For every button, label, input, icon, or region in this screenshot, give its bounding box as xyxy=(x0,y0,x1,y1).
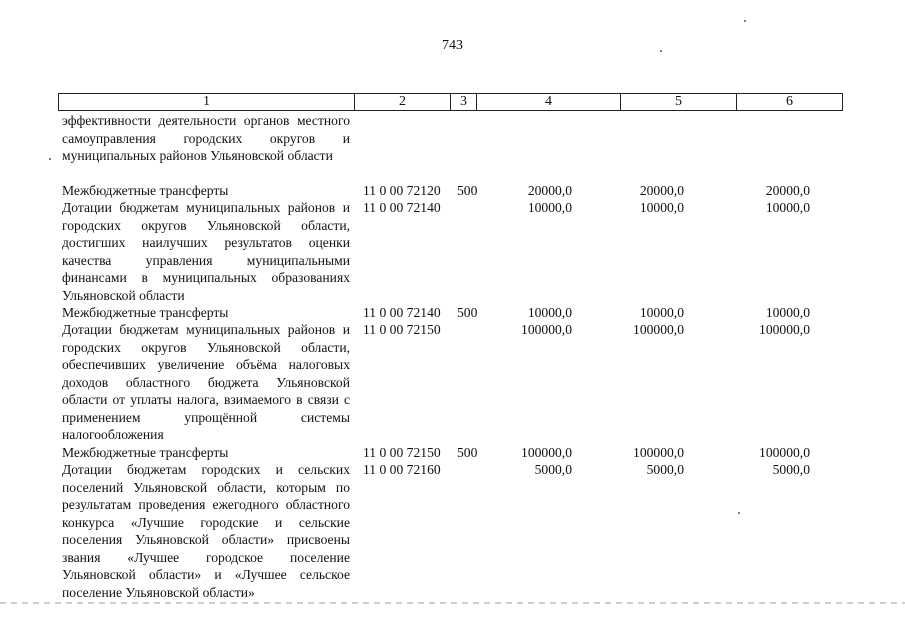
column-header-3: 3 xyxy=(451,94,477,111)
row-name: эффективности деятельности органов местного самоуправления городских округов и муниципальных районов Ульяновской области xyxy=(62,113,350,163)
row-name: Межбюджетные трансферты xyxy=(62,183,229,198)
row-type: 500 xyxy=(457,445,478,460)
row-type: 500 xyxy=(457,183,478,198)
row-value-1: 100000,0 xyxy=(521,445,572,460)
column-header-2: 2 xyxy=(355,94,451,111)
column-header-row xyxy=(59,94,843,111)
row-value-2: 5000,0 xyxy=(646,462,684,477)
row-code: 11 0 00 72150 xyxy=(363,445,441,460)
scan-artifact-line xyxy=(0,602,905,604)
row-value-3: 5000,0 xyxy=(772,462,810,477)
column-header-4: 4 xyxy=(477,94,621,111)
scan-speck xyxy=(660,50,662,52)
row-value-2: 10000,0 xyxy=(639,305,684,320)
row-value-1: 10000,0 xyxy=(527,200,572,215)
row-value-3: 10000,0 xyxy=(765,305,810,320)
row-name: Межбюджетные трансферты xyxy=(62,445,229,460)
column-header-1: 1 xyxy=(59,94,355,111)
row-value-2: 100000,0 xyxy=(633,322,684,337)
column-header-6: 6 xyxy=(737,94,843,111)
row-value-3: 10000,0 xyxy=(765,200,810,215)
page-number: 743 xyxy=(442,38,463,53)
row-value-2: 100000,0 xyxy=(633,445,684,460)
row-value-1: 5000,0 xyxy=(534,462,572,477)
row-type: 500 xyxy=(457,305,478,320)
row-code: 11 0 00 72120 xyxy=(363,183,441,198)
scan-speck xyxy=(738,512,740,514)
row-value-3: 100000,0 xyxy=(759,445,810,460)
row-code: 11 0 00 72140 xyxy=(363,200,441,215)
scan-speck xyxy=(49,158,51,160)
row-name: Дотации бюджетам муниципальных районов и городских округов Ульяновской области, обеспечивших увеличение объёма налоговых доходов областного бюджета Ульяновской области от уплаты налога, взимаемого в связи с применением упрощённой системы налогообложения xyxy=(62,322,350,442)
row-name: Межбюджетные трансферты xyxy=(62,305,229,320)
row-value-1: 10000,0 xyxy=(527,305,572,320)
row-name: Дотации бюджетам городских и сельских поселений Ульяновской области, которым по результатам проведения ежегодного областного конкурса «Лучшие городские и сельские поселения Ульяновской области» присвоены звания «Лучшее городское поселение Ульяновской области» и «Лучшее сельское поселение Ульяновской области» xyxy=(62,462,350,600)
row-value-2: 20000,0 xyxy=(639,183,684,198)
row-value-3: 20000,0 xyxy=(765,183,810,198)
row-name: Дотации бюджетам муниципальных районов и городских округов Ульяновской области, достигших наилучших результатов оценки качества управления муниципальными финансами в муниципальных образованиях Ульяновской области xyxy=(62,200,350,303)
row-value-2: 10000,0 xyxy=(639,200,684,215)
row-code: 11 0 00 72150 xyxy=(363,322,441,337)
row-code: 11 0 00 72140 xyxy=(363,305,441,320)
row-value-1: 100000,0 xyxy=(521,322,572,337)
column-header-5: 5 xyxy=(621,94,737,111)
scan-speck xyxy=(744,20,746,22)
column-header-table xyxy=(58,93,843,111)
row-code: 11 0 00 72160 xyxy=(363,462,441,477)
row-value-3: 100000,0 xyxy=(759,322,810,337)
row-value-1: 20000,0 xyxy=(527,183,572,198)
